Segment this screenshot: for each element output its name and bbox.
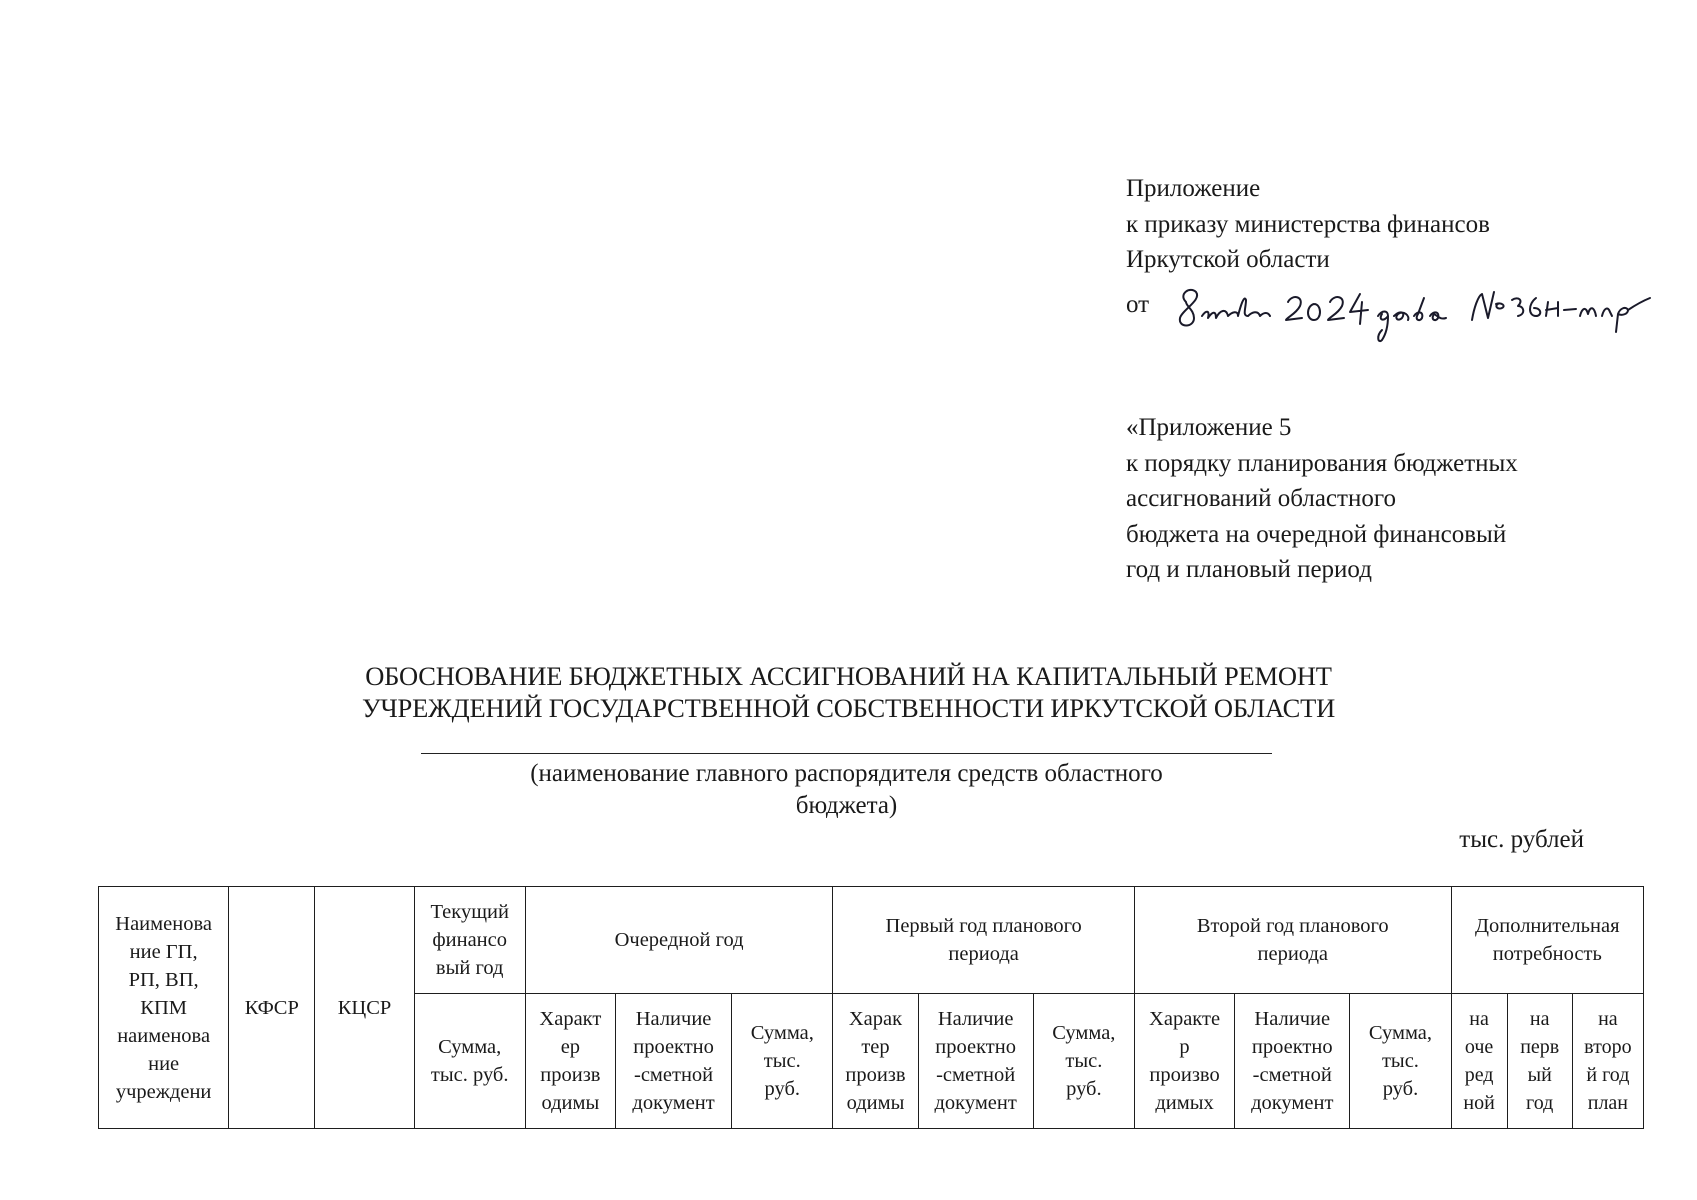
header-next-char-line: ер [560,1036,581,1058]
header-p1-char-line: одимы [846,1092,905,1114]
header-p2-docs-line: документ [1251,1092,1334,1114]
header-p2-char [1134,994,1234,1129]
header-extra-second-line: план [1587,1092,1629,1114]
header-kcsr: КЦСР [315,887,414,1129]
header-p1-docs [918,994,1033,1129]
header-extra-next-line: оче [1464,1036,1494,1058]
header-next-sum-line: Сумма, [750,1022,814,1044]
header-next-year: Очередной год [525,887,833,994]
header-plan-year-1 [833,887,1135,994]
header-p1-sum-line: Сумма, [1052,1022,1116,1044]
header-p2-docs [1235,994,1350,1129]
appendix5-block [1126,410,1518,588]
header-p1-docs-line: документ [934,1092,1017,1114]
header-p2-char-line: димых [1155,1092,1214,1114]
header-next-char-line: произв [540,1064,601,1086]
appendix-line: Иркутской области [1126,246,1330,273]
header-name-line: Наименова [115,912,212,935]
header-plan-year-1-line: периода [948,943,1019,965]
header-p1-docs-line: проектно [935,1036,1016,1058]
header-p2-docs-line: -сметной [1252,1064,1332,1086]
header-p2-sum [1350,994,1451,1129]
header-p2-sum-line: Сумма, [1368,1022,1433,1044]
appendix-line: к приказу министерства финансов [1126,210,1490,238]
header-p1-sum-line: руб. [1066,1078,1102,1100]
header-p1-docs-line: Наличие [937,1008,1014,1030]
header-extra-second-line: второ [1584,1036,1632,1058]
header-current-year-line: финансо [432,929,508,951]
header-current-sum-line: Сумма, [438,1036,502,1058]
header-current-year-line: вый год [435,957,504,979]
header-extra-first-line: перв [1520,1036,1560,1058]
fill-in-blank-line [421,753,1272,754]
header-p2-docs-line: Наличие [1254,1008,1331,1030]
header-extra-need [1451,887,1643,994]
appendix-line: Приложение [1126,175,1261,202]
header-p1-char-line: Харак [848,1008,903,1030]
header-name-line: ние [148,1052,180,1075]
header-extra-second [1572,994,1643,1129]
document-title [0,660,1697,724]
caption-line-2: бюджета) [795,792,898,819]
header-p1-char-line: тер [861,1036,890,1058]
header-next-docs-line: Наличие [635,1008,712,1030]
header-extra-first-line: год [1526,1092,1554,1114]
header-next-char-line: Характ [539,1008,602,1030]
header-next-char-line: одимы [541,1092,600,1114]
blank-caption [421,758,1272,822]
header-plan-year-2 [1134,887,1451,994]
header-extra-need-line: потребность [1492,943,1602,965]
header-p2-char-line: р [1179,1036,1190,1058]
appendix-block [1126,171,1490,330]
header-extra-next [1451,994,1507,1129]
appendix5-line: «Приложение 5 [1126,414,1292,441]
order-date-row [1126,286,1490,330]
header-name [99,887,229,1129]
header-extra-next-line: ной [1463,1092,1495,1114]
header-next-docs [615,994,731,1129]
header-p1-char-line: произв [845,1064,906,1086]
header-p2-docs-line: проектно [1251,1036,1333,1058]
handwritten-date-signature [1172,272,1672,352]
title-line-2: УЧРЕЖДЕНИЙ ГОСУДАРСТВЕННОЙ СОБСТВЕННОСТИ ИРКУТСКОЙ ОБЛАСТИ [361,693,1336,723]
header-current-sum [414,994,525,1129]
header-extra-need-line: Дополнительная [1475,915,1620,937]
header-next-docs-line: проектно [633,1036,714,1058]
table-header-row-1 [99,887,1644,994]
appendix5-line: бюджета на очередной финансовый [1126,520,1507,548]
header-p1-sum [1033,994,1134,1129]
header-current-year-line: Текущий [430,901,509,923]
budget-table [98,886,1644,1129]
header-name-line: КПМ [140,996,187,1019]
header-current-year [414,887,525,994]
appendix5-line: к порядку планирования бюджетных [1126,449,1518,477]
header-next-docs-line: -сметной [634,1064,714,1086]
header-name-line: РП, ВП, [128,968,199,991]
header-p2-sum-line: тыс. [1381,1050,1419,1072]
header-extra-second-line: й год [1586,1064,1630,1086]
appendix5-line: ассигнований областного [1126,485,1396,512]
unit-label: тыс. рублей [1459,826,1584,853]
header-p1-docs-line: -сметной [936,1064,1016,1086]
header-name-line: ние ГП, [129,940,198,963]
header-plan-year-2-line: периода [1257,943,1328,965]
appendix5-line: год и плановый период [1126,556,1372,583]
header-next-sum-line: тыс. [763,1050,801,1072]
header-extra-first [1507,994,1572,1129]
header-p1-sum-line: тыс. [1065,1050,1103,1072]
header-p2-sum-line: руб. [1382,1078,1419,1100]
header-next-sum [732,994,833,1129]
header-extra-next-line: ред [1464,1064,1494,1086]
header-extra-second-line: на [1598,1008,1618,1030]
header-kfsr: КФСР [229,887,315,1129]
header-current-sum-line: тыс. руб. [430,1064,509,1086]
caption-line-1: (наименование главного распорядителя средств областного [530,760,1163,787]
header-p1-char [833,994,918,1129]
header-plan-year-2-line: Второй год планового [1196,915,1389,937]
header-extra-next-line: на [1469,1008,1489,1030]
date-prefix: от [1126,290,1150,318]
header-p2-char-line: произво [1149,1064,1220,1086]
header-extra-first-line: ый [1527,1064,1552,1086]
header-p2-char-line: Характе [1149,1008,1221,1030]
header-extra-first-line: на [1529,1008,1550,1030]
header-plan-year-1-line: Первый год планового [885,915,1082,937]
header-next-char [525,994,615,1129]
header-name-line: наименова [117,1024,211,1047]
header-name-line: учреждени [115,1080,212,1103]
header-next-docs-line: документ [632,1092,715,1114]
header-next-sum-line: руб. [764,1078,801,1100]
title-line-1: ОБОСНОВАНИЕ БЮДЖЕТНЫХ АССИГНОВАНИЙ НА КАПИТАЛЬНЫЙ РЕМОНТ [365,661,1332,691]
